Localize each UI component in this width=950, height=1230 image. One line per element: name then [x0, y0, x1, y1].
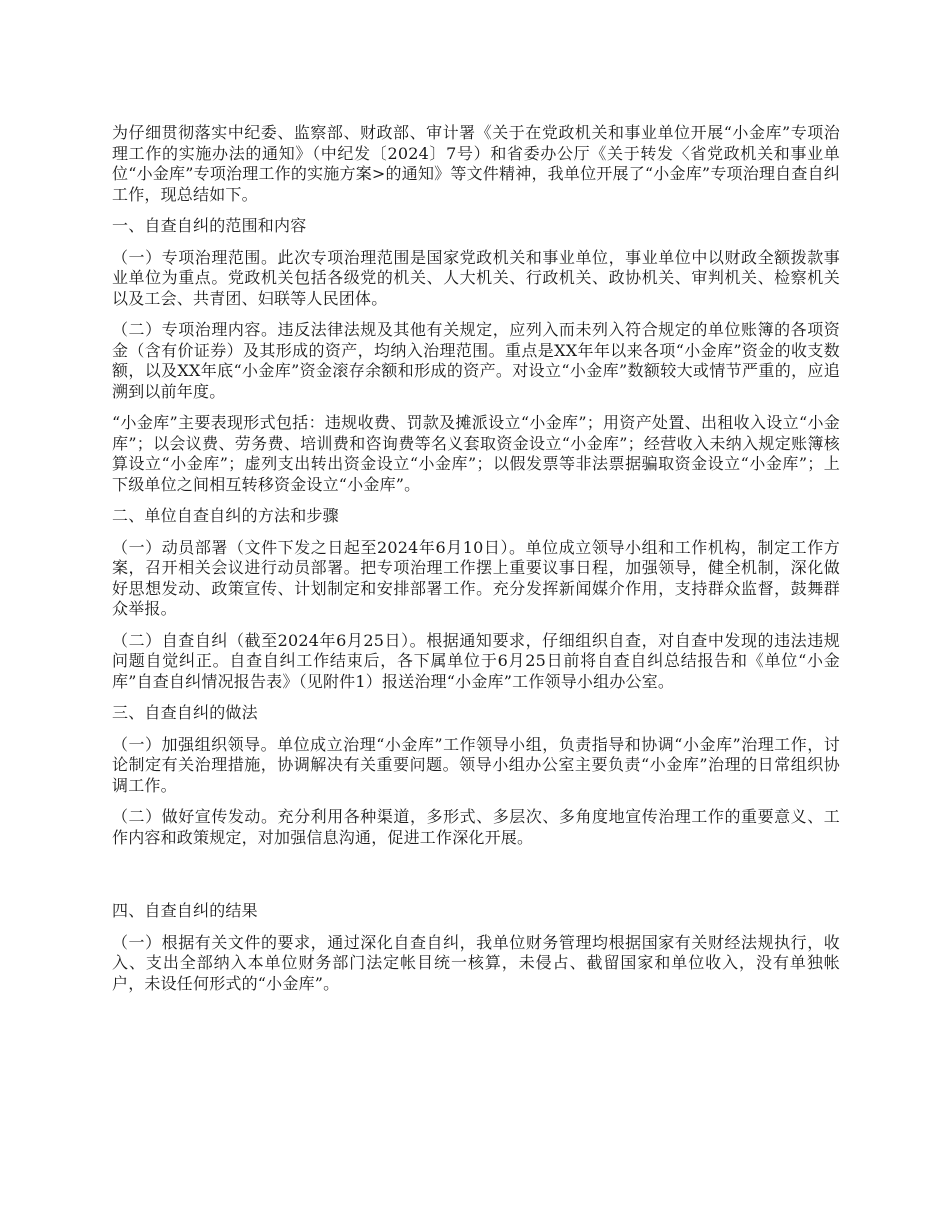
document-page	[112, 123, 840, 1005]
section-3-heading: 三、自查自纠的做法	[112, 703, 258, 722]
section-2-heading: 二、单位自查自纠的方法和步骤	[112, 506, 339, 525]
section-spacer	[112, 859, 840, 901]
section-3-paragraph-2: （二）做好宣传发动。充分利用各种渠道，多形式、多层次、多角度地宣传治理工作的重要意义、工作内容和政策规定，对加强信息沟通，促进工作深化开展。	[112, 807, 840, 847]
section-2-paragraph-2: （二）自查自纠（截至2024年6月25日）。根据通知要求，仔细组织自查，对自查中发现的违法违规问题自觉纠正。自查自纠工作结束后，各下属单位于6月25日前将自查自纠总结报告和《单位“小金库”自查自纠情况报告表》（见附件1）报送治理“小金库”工作领导小组办公室。	[112, 630, 840, 691]
section-1-heading: 一、自查自纠的范围和内容	[112, 216, 307, 235]
section-1-paragraph-3: “小金库”主要表现形式包括：违规收费、罚款及摊派设立“小金库”；用资产处置、出租收入设立“小金库”；以会议费、劳务费、培训费和咨询费等名义套取资金设立“小金库”；经营收入未纳入规定账簿核算设立“小金库”；虚列支出转出资金设立“小金库”；以假发票等非法票据骗取资金设立“小金库”；上下级单位之间相互转移资金设立“小金库”。	[112, 413, 840, 494]
section-4-heading: 四、自查自纠的结果	[112, 901, 258, 920]
intro-paragraph: 为仔细贯彻落实中纪委、监察部、财政部、审计署《关于在党政机关和事业单位开展“小金库”专项治理工作的实施办法的通知》（中纪发〔2024〕7号）和省委办公厅《关于转发〈省党政机关和事业单位“小金库”专项治理工作的实施方案>的通知》等文件精神，我单位开展了“小金库”专项治理自查自纠工作，现总结如下。	[112, 123, 840, 204]
section-1-paragraph-2: （二）专项治理内容。违反法律法规及其他有关规定，应列入而未列入符合规定的单位账簿的各项资金（含有价证券）及其形成的资产，均纳入治理范围。重点是XX年年以来各项“小金库”资金的收支数额，以及XX年底“小金库”资金滚存余额和形成的资产。对设立“小金库”数额较大或情节严重的，应追溯到以前年度。	[112, 320, 840, 401]
section-4-paragraph-1: （一）根据有关文件的要求，通过深化自查自纠，我单位财务管理均根据国家有关财经法规执行，收入、支出全部纳入本单位财务部门法定帐目统一核算，未侵占、截留国家和单位收入，没有单独帐户，未设任何形式的“小金库”。	[112, 932, 840, 993]
section-2-paragraph-1: （一）动员部署（文件下发之日起至2024年6月10日）。单位成立领导小组和工作机构，制定工作方案，召开相关会议进行动员部署。把专项治理工作摆上重要议事日程，加强领导，健全机制，深化做好思想发动、政策宣传、计划制定和安排部署工作。充分发挥新闻媒介作用，支持群众监督，鼓舞群众举报。	[112, 537, 840, 618]
section-1-paragraph-1: （一）专项治理范围。此次专项治理范围是国家党政机关和事业单位，事业单位中以财政全额拨款事业单位为重点。党政机关包括各级党的机关、人大机关、行政机关、政协机关、审判机关、检察机关以及工会、共青团、妇联等人民团体。	[112, 247, 840, 308]
section-3-paragraph-1: （一）加强组织领导。单位成立治理“小金库”工作领导小组，负责指导和协调“小金库”治理工作，讨论制定有关治理措施，协调解决有关重要问题。领导小组办公室主要负责“小金库”治理的日常组织协调工作。	[112, 734, 840, 795]
